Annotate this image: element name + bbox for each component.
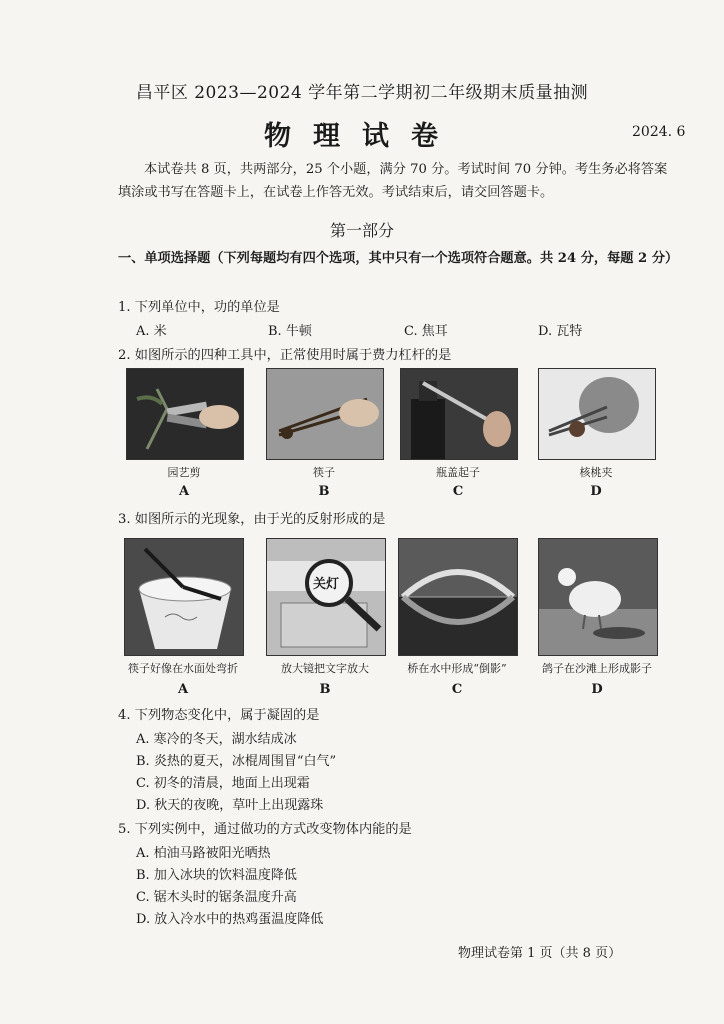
q1-option-b[interactable]: B. 牛顿 bbox=[268, 324, 312, 339]
exam-title: 昌平区 2023—2024 学年第二学期初二年级期末质量抽测 bbox=[135, 83, 589, 103]
q5-option-b[interactable]: B. 加入冰块的饮料温度降低 bbox=[136, 868, 297, 883]
q2-letter-a[interactable]: A bbox=[178, 484, 190, 499]
q1-option-c[interactable]: C. 焦耳 bbox=[404, 324, 448, 339]
main-title: 物理试卷 bbox=[264, 121, 460, 152]
q5-option-d[interactable]: D. 放入冷水中的热鸡蛋温度降低 bbox=[136, 912, 324, 927]
q1-option-d[interactable]: D. 瓦特 bbox=[538, 324, 583, 339]
q3-image-c-bridge-reflection bbox=[398, 538, 518, 656]
q2-letter-c[interactable]: C bbox=[452, 484, 464, 499]
q3-letter-a[interactable]: A bbox=[177, 682, 189, 697]
q3-sign-text: 关灯 bbox=[313, 577, 340, 592]
q2-caption-d: 核桃夹 bbox=[579, 466, 613, 479]
q3-text: 3. 如图所示的光现象，由于光的反射形成的是 bbox=[118, 512, 386, 527]
q5-text: 5. 下列实例中，通过做功的方式改变物体内能的是 bbox=[118, 822, 412, 837]
q3-caption-a: 筷子好像在水面处弯折 bbox=[128, 662, 238, 675]
exam-date: 2024. 6 bbox=[632, 124, 686, 140]
q2-image-b-chopsticks bbox=[266, 368, 384, 460]
q4-option-c[interactable]: C. 初冬的清晨，地面上出现霜 bbox=[136, 776, 310, 791]
q1-text: 1. 下列单位中，功的单位是 bbox=[118, 300, 280, 315]
q3-image-b-magnifier bbox=[266, 538, 386, 656]
intro-paragraph: 本试卷共 8 页，共两部分，25 个小题，满分 70 分。考试时间 70 分钟。考生务必将答案填涂或书写在答题卡上，在试卷上作答无效。考试结束后，请交回答题卡。 bbox=[118, 162, 668, 200]
section-heading: 一、单项选择题（下列每题均有四个选项，其中只有一个选项符合题意。共 24 分，每题 2 分） bbox=[118, 251, 679, 266]
q5-option-c[interactable]: C. 锯木头时的锯条温度升高 bbox=[136, 890, 297, 905]
page-footer: 物理试卷第 1 页（共 8 页） bbox=[458, 946, 622, 961]
q2-text: 2. 如图所示的四种工具中，正常使用时属于费力杠杆的是 bbox=[118, 348, 452, 363]
q1-option-a[interactable]: A. 米 bbox=[136, 324, 167, 339]
q3-image-d-pigeon-shadow bbox=[538, 538, 658, 656]
q3-letter-c[interactable]: C bbox=[451, 682, 463, 697]
q3-caption-b: 放大镜把文字放大 bbox=[281, 662, 369, 675]
q2-letter-d[interactable]: D bbox=[590, 484, 602, 499]
q3-letter-d[interactable]: D bbox=[591, 682, 603, 697]
q5-option-a[interactable]: A. 柏油马路被阳光晒热 bbox=[136, 846, 271, 861]
q4-option-b[interactable]: B. 炎热的夏天，冰棍周围冒“白气” bbox=[136, 754, 337, 769]
q4-option-d[interactable]: D. 秋天的夜晚，草叶上出现露珠 bbox=[136, 798, 324, 813]
q2-image-c-bottle-opener bbox=[400, 368, 518, 460]
q3-caption-c: 桥在水中形成“倒影” bbox=[407, 662, 507, 675]
q3-letter-b[interactable]: B bbox=[319, 682, 331, 697]
q2-caption-a: 园艺剪 bbox=[167, 466, 201, 479]
q2-letter-b[interactable]: B bbox=[318, 484, 330, 499]
q4-text: 4. 下列物态变化中，属于凝固的是 bbox=[118, 708, 320, 723]
q2-caption-b: 筷子 bbox=[313, 466, 335, 479]
q2-caption-c: 瓶盖起子 bbox=[436, 466, 480, 479]
q4-option-a[interactable]: A. 寒冷的冬天，湖水结成冰 bbox=[136, 732, 297, 747]
q3-caption-d: 鸽子在沙滩上形成影子 bbox=[542, 662, 652, 675]
q3-image-a-bent-chopstick bbox=[124, 538, 244, 656]
q2-image-d-nutcracker bbox=[538, 368, 656, 460]
q2-image-a-garden-shears bbox=[126, 368, 244, 460]
part-one-title: 第一部分 bbox=[329, 221, 394, 240]
